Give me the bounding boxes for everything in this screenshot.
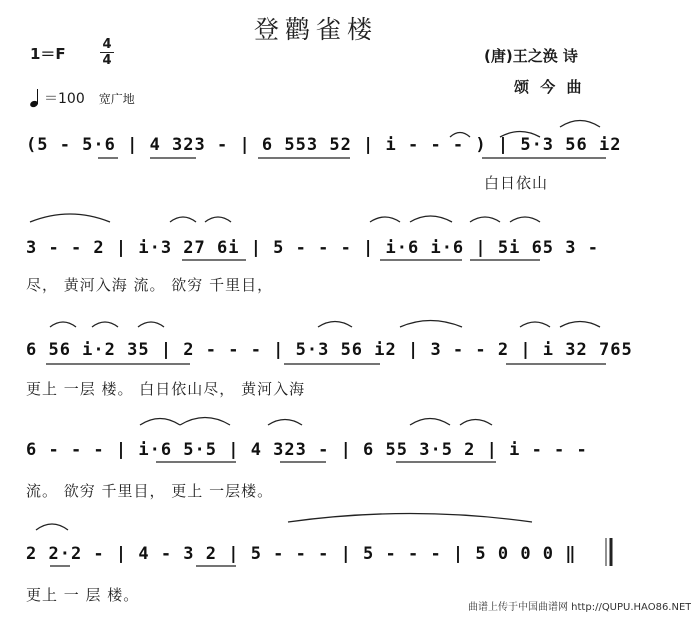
meter-bottom: 4 (102, 53, 112, 68)
music-line-5: 2 2·2 - | 4 - 3 2 | 5 - - - | 5 - - - | 5 0 0 0 ‖ (26, 544, 577, 564)
lyric-line-5: 更上 一 层 楼。 (26, 586, 140, 604)
lyric-line-1: 白日依山 (484, 174, 549, 192)
expression-marking: 宽广地 (98, 91, 135, 106)
music-line-4: 6 - - - | i·6 5·5 | 4 323 - | 6 55 3·5 2 | i - - - (26, 440, 588, 460)
meter-top: 4 (102, 37, 112, 52)
lyricist-credit: (唐)王之涣 诗 (484, 47, 578, 65)
key-signature: 1＝F (30, 45, 66, 63)
lyric-line-2: 尽， 黄河入海 流。 欲穷 千里目， (26, 276, 274, 294)
site-watermark: 曲谱上传于中国曲谱网 http://QUPU.HAO86.NET (468, 602, 691, 613)
composer-credit: 颂 今 曲 (514, 78, 585, 96)
music-line-3: 6 56 i·2 35 | 2 - - - | 5·3 56 i2 | 3 - - 2 | i 32 765 (26, 340, 633, 360)
lyric-line-4: 流。 欲穷 千里目， 更上 一层楼。 (26, 482, 274, 500)
tempo-value: ＝100 (44, 91, 85, 107)
lyric-line-3: 更上 一层 楼。 白日依山尽， 黄河入海 (26, 380, 306, 398)
song-title: 登鹳雀楼 (253, 15, 378, 44)
music-line-2: 3 - - 2 | i·3 27 6i | 5 - - - | i·6 i·6 | 5i 65 3 - (26, 238, 599, 258)
music-line-1: (5 - 5·6 | 4 323 - | 6 553 52 | i - - - ) | 5·3 56 i2 (26, 135, 622, 155)
